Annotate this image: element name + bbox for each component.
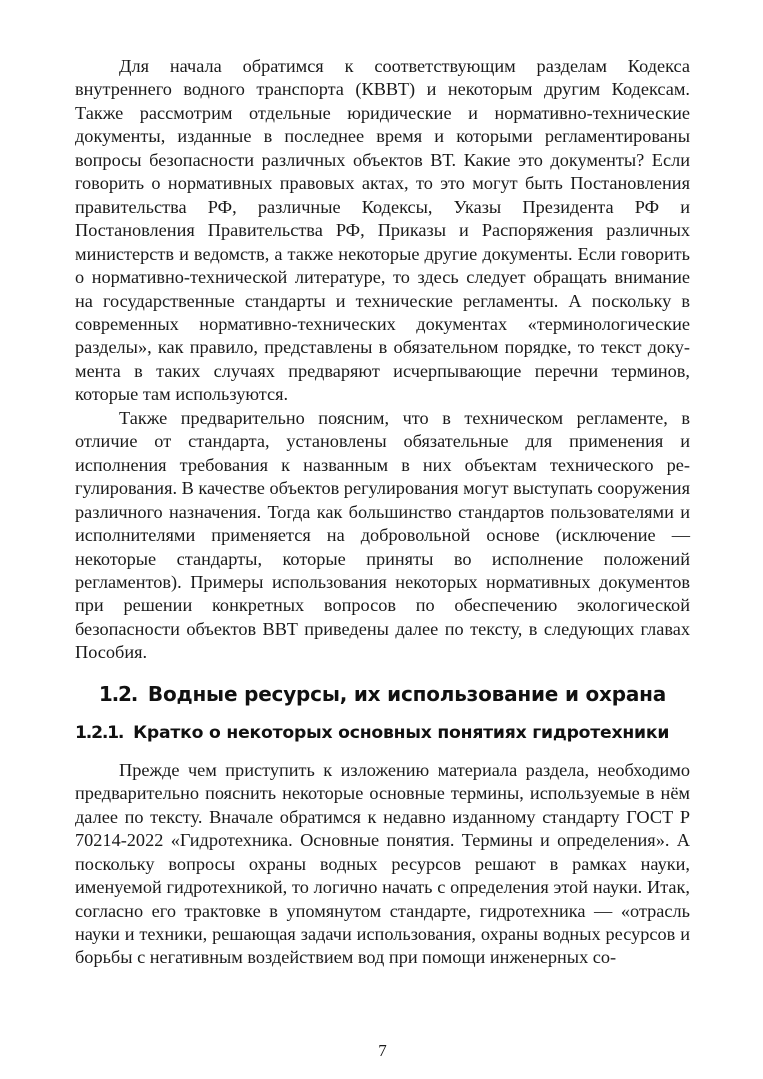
subsection-number: 1.2.1. (75, 722, 124, 743)
subsection-heading (75, 719, 690, 747)
paragraph: Прежде чем приступить к изложению материала раздела, необходимо предварительно пояснить некоторые основные термины, используемые в нём далее по тексту. Вначале обратимся к недавно изданному стандарту ГОСТ Р 70214-2022 «Гидротехника. Основные понятия. Термины и определения». А поскольку вопросы охраны водных ресурсов решают в рамках науки, именуемой гидротехникой, то логично начать с определения этой науки. Итак, согласно его трактовке в упомянутом стандарте, гидротехника — «отрасль науки и техники, решающая задачи использования, охраны водных ресурсов и борьбы с негативным воздействием вод при помощи инженерных со- (75, 759, 690, 968)
paragraph: Также предварительно поясним, что в техническом регламенте, в отличие от стандарта, установлены обязательные для применения и исполнения требования к названным в них объектам технического регулирования. В качестве объектов регулирования могут выступать сооружения различного назначения. Тогда как большинство стандартов пользователями и исполнителями применяется на добровольной основе (исключение — некоторые стандарты, которые приняты во исполнение положений регламентов). Примеры использования некоторых нормативных документов при решении конкретных вопросов по обеспечению экологической безопасности объектов ВВТ приведены далее по тексту, в следующих главах Пособия. (75, 407, 690, 663)
section-title: Водные ресурсы, их использование и охрана (147, 681, 667, 706)
page-number: 7 (378, 1041, 387, 1060)
section-number: 1.2. (98, 681, 138, 706)
book-page (75, 0, 690, 1079)
page-body (75, 55, 690, 970)
paragraph: Для начала обратимся к соответствующим разделам Кодекса внутреннего водного транспорта (КВВТ) и некоторым другим Кодексам. Также рассмотрим отдельные юридические и нормативно-технические документы, изданные в последнее время и которыми регламентированы вопросы безопасности различных объектов ВТ. Какие это документы? Если говорить о нормативных правовых актах, то это могут быть Постановления правительства РФ, различные Кодексы, Указы Президента РФ и Постановления Правительства РФ, Приказы и Распоряжения различных министерств и ведомств, а также некоторые другие документы. Если говорить о нормативно-технической литературе, то здесь следует обращать внимание на государственные стандарты и технические регламенты. А поскольку в современных нормативно-технических документах «терминологические разделы», как правило, представлены в обязательном порядке, то текст документа в таких случаях предваряют исчерпывающие перечни терминов, которые там используются. (75, 56, 690, 405)
section-heading (75, 677, 690, 711)
subsection-title: Кратко о некоторых основных понятиях гидротехники (133, 722, 670, 743)
